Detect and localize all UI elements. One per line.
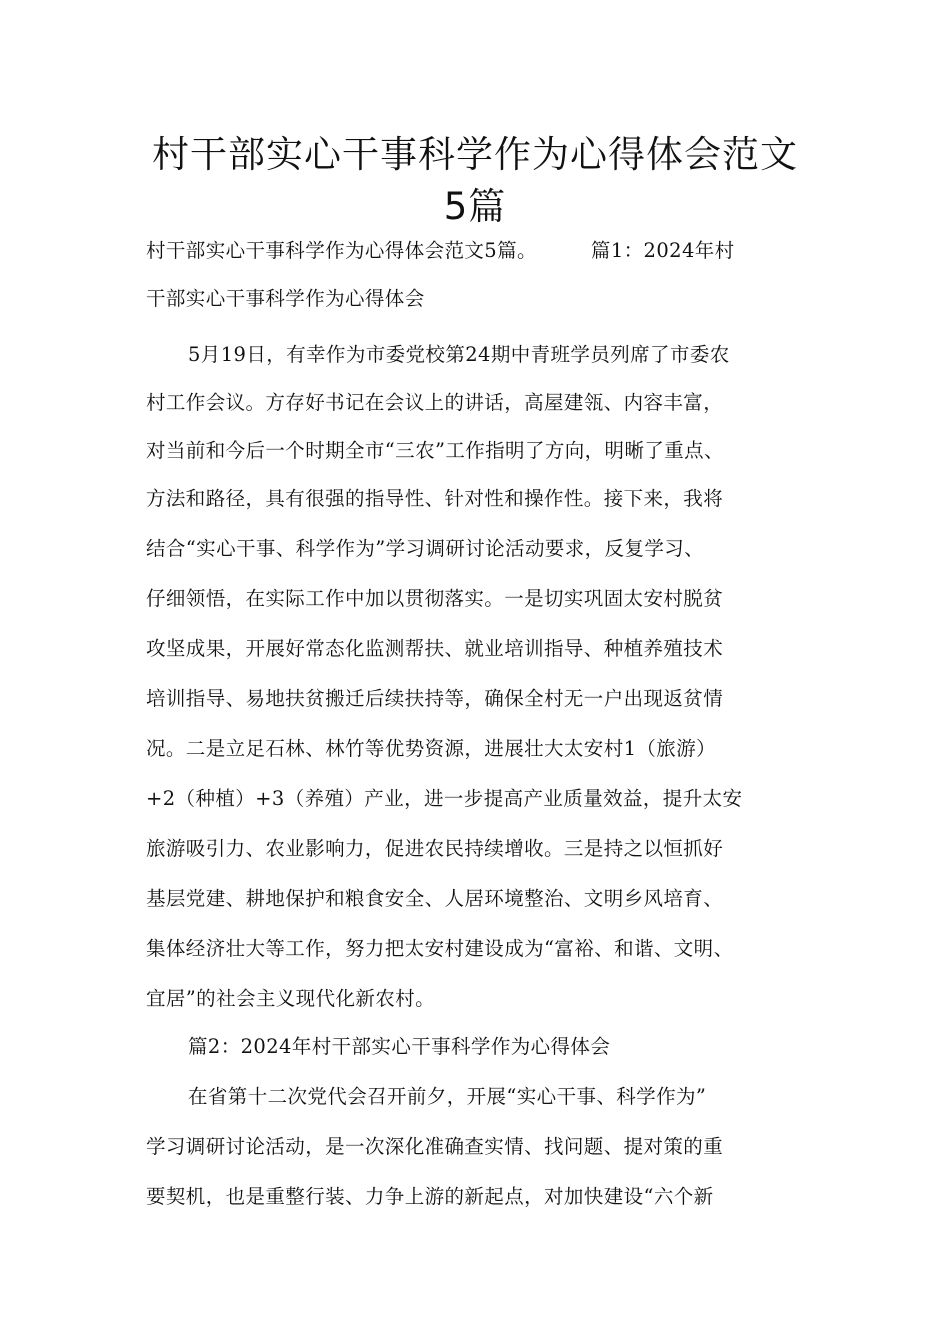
body-line: 结合“实心干事、科学作为”学习调研讨论活动要求，反复学习、 xyxy=(146,537,705,560)
document-title-line-2: 5篇 xyxy=(443,185,507,228)
intro-line xyxy=(146,236,836,266)
section-2-heading: 篇2：2024年村干部实心干事科学作为心得体会 xyxy=(188,1035,611,1058)
body-line: 方法和路径，具有很强的指导性、针对性和操作性。接下来，我将 xyxy=(146,487,724,510)
body-line: 仔细领悟，在实际工作中加以贯彻落实。一是切实巩固太安村脱贫 xyxy=(146,587,724,610)
body-line: 对当前和今后一个时期全市“三农”工作指明了方向，明晰了重点、 xyxy=(146,439,724,462)
section-1-heading-start: 篇1：2024年村 xyxy=(590,239,735,262)
body-line: 旅游吸引力、农业影响力，促进农民持续增收。三是持之以恒抓好 xyxy=(146,837,724,860)
body-line: 干部实心干事科学作为心得体会 xyxy=(146,287,425,310)
paragraph-start: 在省第十二次党代会召开前夕，开展“实心干事、科学作为” xyxy=(188,1085,707,1108)
body-line: 况。二是立足石林、林竹等优势资源，进展壮大太安村1（旅游） xyxy=(146,737,717,760)
intro-text: 村干部实心干事科学作为心得体会范文5篇。 xyxy=(146,239,537,262)
document-title-line-1: 村干部实心干事科学作为心得体会范文 xyxy=(152,133,798,176)
body-line: 宜居”的社会主义现代化新农村。 xyxy=(146,987,435,1010)
body-line: 学习调研讨论活动，是一次深化准确查实情、找问题、提对策的重 xyxy=(146,1135,724,1158)
paragraph-start: 5月19日，有幸作为市委党校第24期中青班学员列席了市委农 xyxy=(188,343,730,366)
body-line: 村工作会议。方存好书记在会议上的讲话，高屋建瓴、内容丰富， xyxy=(146,391,724,414)
body-line: 集体经济壮大等工作，努力把太安村建设成为“富裕、和谐、文明、 xyxy=(146,937,734,960)
body-line: 培训指导、易地扶贫搬迁后续扶持等，确保全村无一户出现返贫情 xyxy=(146,687,724,710)
body-line: +2（种植）+3（养殖）产业，进一步提高产业质量效益，提升太安 xyxy=(146,787,743,810)
body-line: 要契机，也是重整行装、力争上游的新起点，对加快建设“六个新 xyxy=(146,1185,714,1208)
body-line: 攻坚成果，开展好常态化监测帮扶、就业培训指导、种植养殖技术 xyxy=(146,637,724,660)
body-line: 基层党建、耕地保护和粮食安全、人居环境整治、文明乡风培育、 xyxy=(146,887,724,910)
